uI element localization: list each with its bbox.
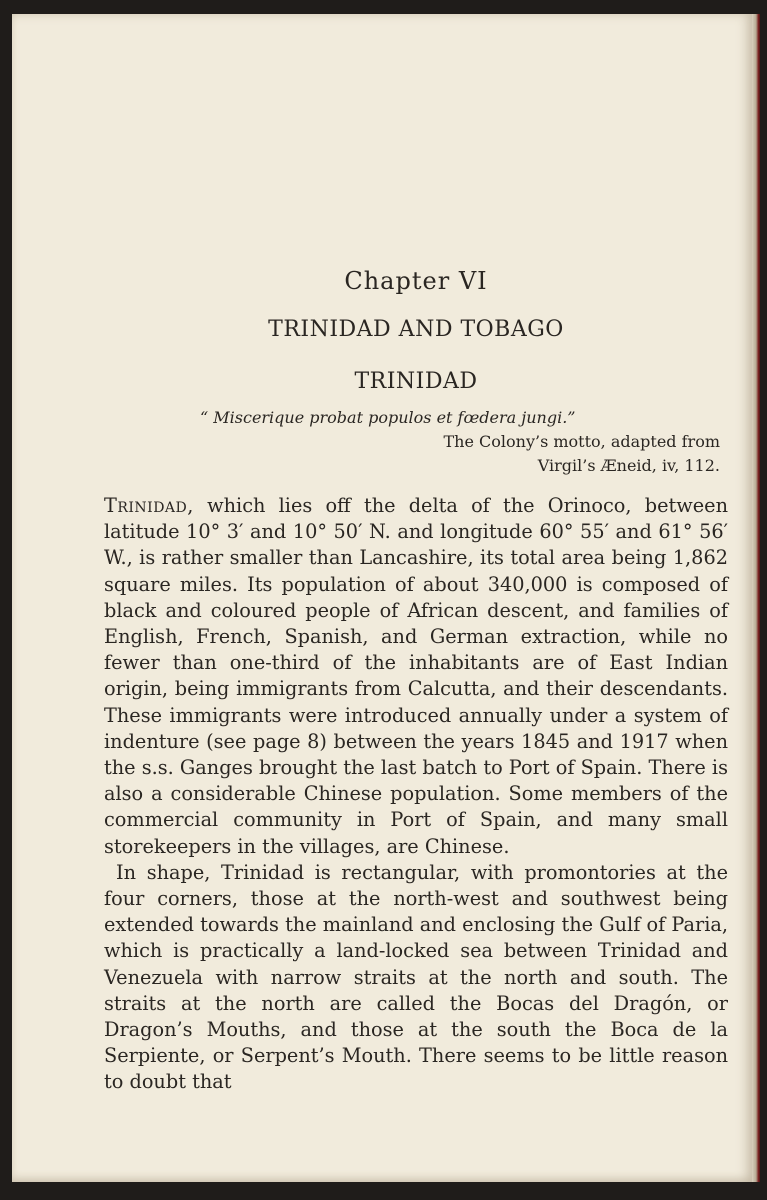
chapter-prefix: Chapter <box>344 267 451 295</box>
page-edge <box>752 14 760 1182</box>
page-title: TRINIDAD AND TOBAGO <box>268 317 564 342</box>
paragraph-1-lead: Trinidad, <box>104 494 194 517</box>
body-text <box>104 493 728 1096</box>
epigraph <box>104 406 724 478</box>
paragraph-1-text: which lies off the delta of the Orinoco, between latitude 10° 3′ and 10° 50′ N. and longitude 60° 55′ and 61° 56′ W., is rather smaller than Lancashire, its total area being 1,862 square miles. Its population of about 340,000 is composed of black and coloured people of African descent, and families of English, French, Spanish, and German extraction, while no fewer than one-third of the inhabitants are of East Indian origin, being immigrants from Calcutta, and their descendants. These immigrants were introduced annually under a system of indenture (see page 8) between the years 1845 and 1917 when the s.s. Ganges brought the last batch to Port of Spain. There is also a considerable Chinese population. Some members of the commercial community in Port of Spain, and many small storekeepers in the villages, are Chinese. <box>104 494 728 858</box>
epigraph-attribution-1: The Colony’s motto, adapted from <box>443 432 720 451</box>
book-page <box>12 14 752 1182</box>
paragraph-1 <box>104 493 728 860</box>
chapter-number: VI <box>458 267 488 295</box>
chapter-heading <box>104 267 728 295</box>
epigraph-latin: “ Miscerique probat populos et fœdera jungi.” <box>200 408 576 427</box>
section-subtitle: TRINIDAD <box>354 369 478 394</box>
paragraph-2 <box>104 860 728 1096</box>
paragraph-2-text: In shape, Trinidad is rectangular, with promontories at the four corners, those at the north-west and southwest being extended towards the mainland and enclosing the Gulf of Paria, which is practically a land-locked sea between Trinidad and Venezuela with narrow straits at the north and south. The straits at the north are called the Bocas del Dragón, or Dragon’s Mouths, and those at the south the Boca de la Serpiente, or Serpent’s Mouth. There seems to be little reason to doubt that <box>104 860 728 1094</box>
epigraph-attribution-2: Virgil’s Æneid, iv, 112. <box>537 456 720 475</box>
